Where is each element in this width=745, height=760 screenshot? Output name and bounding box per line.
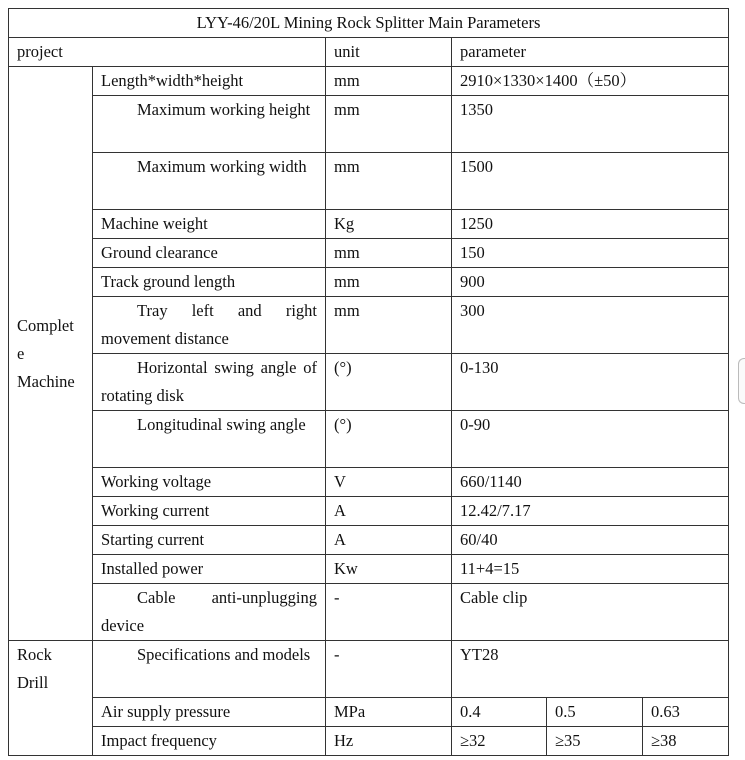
table-row-value: 0.63 bbox=[643, 698, 729, 727]
table-row-unit: mm bbox=[326, 297, 452, 354]
table-row-unit: Kw bbox=[326, 555, 452, 584]
table-row-item: Working voltage bbox=[93, 468, 326, 497]
table-row-item: Length*width*height bbox=[93, 67, 326, 96]
table-row-unit: A bbox=[326, 497, 452, 526]
header-parameter: parameter bbox=[452, 38, 729, 67]
table-row-item: Specifications and models bbox=[93, 641, 326, 698]
table-row-item: Impact frequency bbox=[93, 727, 326, 756]
table-row-item: Installed power bbox=[93, 555, 326, 584]
table-row-item: Longitudinal swing angle bbox=[93, 411, 326, 468]
group-label-rock-drill: Rock Drill bbox=[9, 641, 93, 756]
table-row-value: ≥35 bbox=[547, 727, 643, 756]
table-row-value: 1350 bbox=[452, 96, 729, 153]
table-row-value: ≥38 bbox=[643, 727, 729, 756]
table-row-item: Horizontal swing angle of rotating disk bbox=[93, 354, 326, 411]
table-row-item: Track ground length bbox=[93, 268, 326, 297]
table-row-unit: (°) bbox=[326, 411, 452, 468]
table-row-value: 0-90 bbox=[452, 411, 729, 468]
table-row-value: 2910×1330×1400（±50） bbox=[452, 67, 729, 96]
table-row-value: 0.5 bbox=[547, 698, 643, 727]
table-row-value: 300 bbox=[452, 297, 729, 354]
table-row-item: Cable anti-unplugging device bbox=[93, 584, 326, 641]
parameters-table bbox=[8, 8, 729, 756]
table-row-item: Maximum working height bbox=[93, 96, 326, 153]
table-row-value: YT28 bbox=[452, 641, 729, 698]
table-row-value: 11+4=15 bbox=[452, 555, 729, 584]
table-row-value: 1250 bbox=[452, 210, 729, 239]
group-label-complete-machine: Complet e Machine bbox=[9, 67, 93, 641]
table-row-unit: Hz bbox=[326, 727, 452, 756]
table-row-value: 660/1140 bbox=[452, 468, 729, 497]
table-row-item: Tray left and right movement distance bbox=[93, 297, 326, 354]
table-row-unit: A bbox=[326, 526, 452, 555]
table-row-unit: V bbox=[326, 468, 452, 497]
table-row-unit: - bbox=[326, 641, 452, 698]
table-row-item: Ground clearance bbox=[93, 239, 326, 268]
table-row-value: 1500 bbox=[452, 153, 729, 210]
table-row-item: Starting current bbox=[93, 526, 326, 555]
header-unit: unit bbox=[326, 38, 452, 67]
table-row-unit: mm bbox=[326, 67, 452, 96]
table-row-unit: mm bbox=[326, 268, 452, 297]
table-row-value: 12.42/7.17 bbox=[452, 497, 729, 526]
table-row-value: 0.4 bbox=[452, 698, 547, 727]
table-row-value: 150 bbox=[452, 239, 729, 268]
table-row-unit: mm bbox=[326, 239, 452, 268]
table-row-unit: - bbox=[326, 584, 452, 641]
table-row-item: Maximum working width bbox=[93, 153, 326, 210]
table-row-item: Air supply pressure bbox=[93, 698, 326, 727]
table-row-value: 0-130 bbox=[452, 354, 729, 411]
table-row-unit: MPa bbox=[326, 698, 452, 727]
table-row-unit: (°) bbox=[326, 354, 452, 411]
table-row-unit: Kg bbox=[326, 210, 452, 239]
table-title: LYY-46/20L Mining Rock Splitter Main Parameters bbox=[9, 9, 729, 38]
table-row-value: 900 bbox=[452, 268, 729, 297]
table-row-unit: mm bbox=[326, 96, 452, 153]
table-row-value: 60/40 bbox=[452, 526, 729, 555]
table-row-value: ≥32 bbox=[452, 727, 547, 756]
side-scroll-tab[interactable] bbox=[738, 358, 745, 404]
header-project: project bbox=[9, 38, 326, 67]
table-row-item: Machine weight bbox=[93, 210, 326, 239]
table-row-item: Working current bbox=[93, 497, 326, 526]
table-row-unit: mm bbox=[326, 153, 452, 210]
table-row-value: Cable clip bbox=[452, 584, 729, 641]
